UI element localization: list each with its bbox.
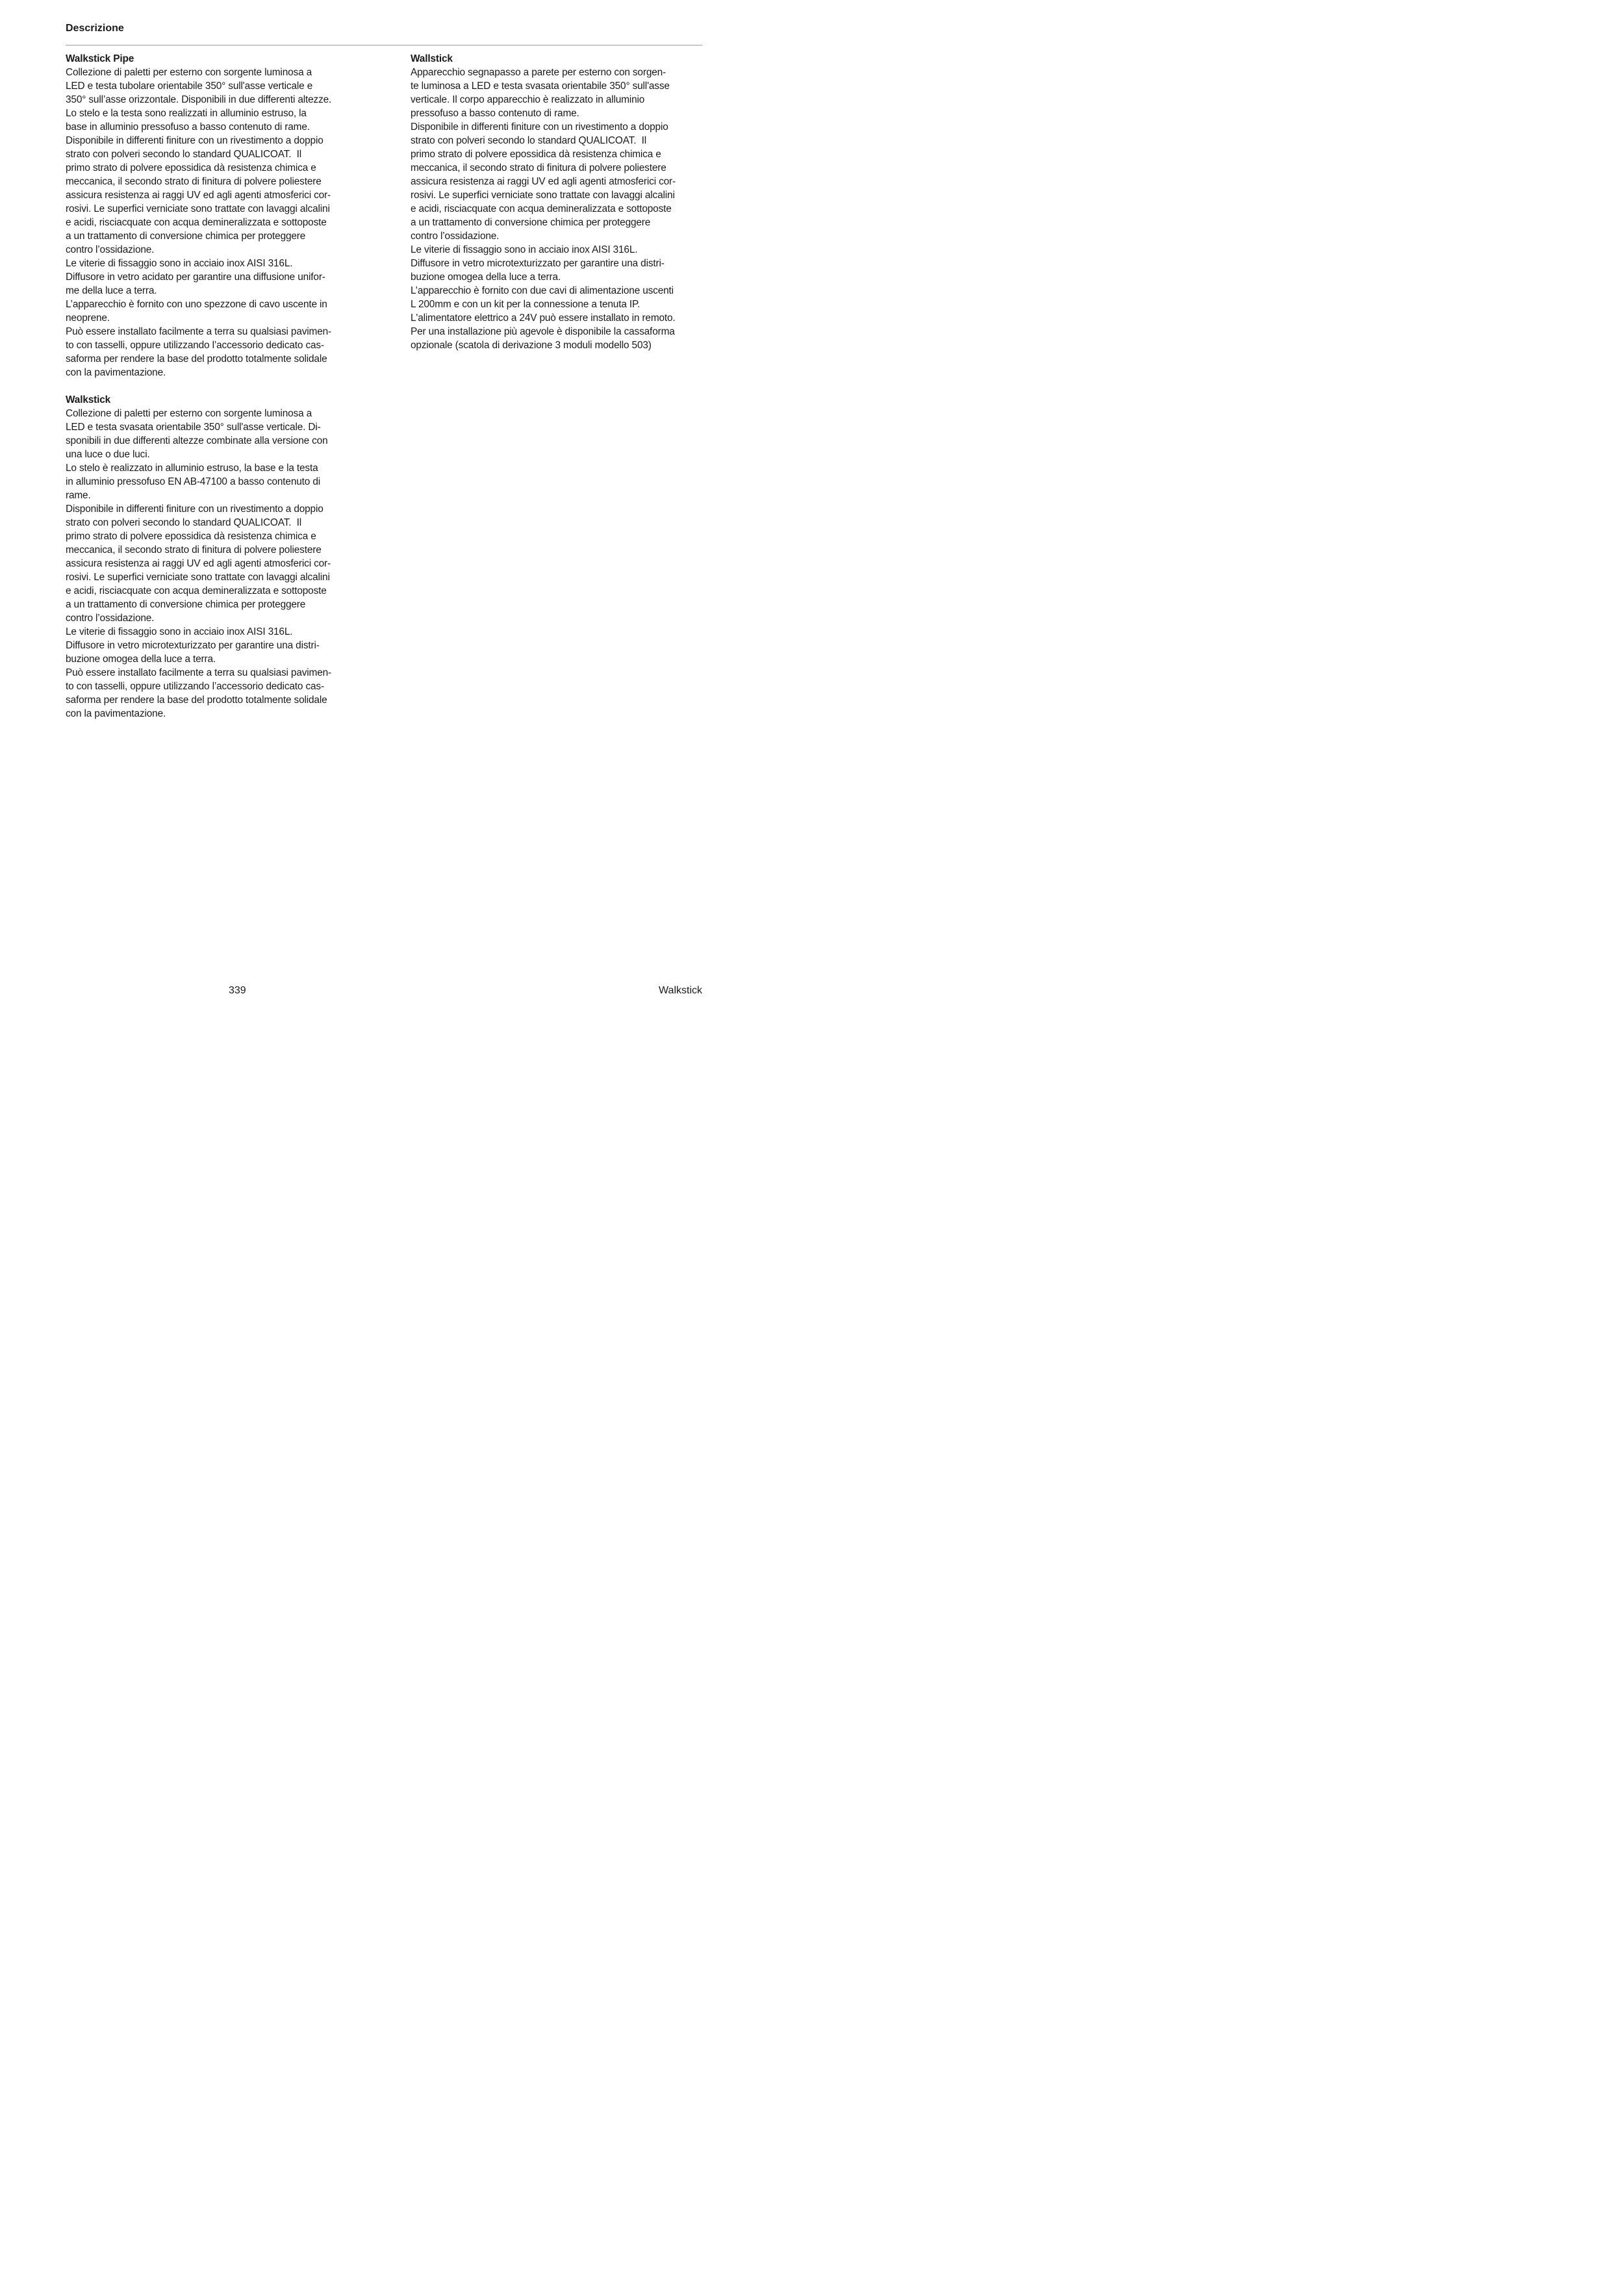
- body-line: in alluminio pressofuso EN AB-47100 a basso contenuto di: [66, 476, 321, 487]
- body-line: 350° sull’asse orizzontale. Disponibili in due differenti altezze.: [66, 94, 332, 105]
- body-line: strato con polveri secondo lo standard QUALICOAT. Il: [66, 517, 302, 528]
- body-line: assicura resistenza ai raggi UV ed agli agenti atmosferici cor-: [66, 558, 331, 569]
- body-line: LED e testa svasata orientabile 350° sull'asse verticale. Di-: [66, 422, 321, 433]
- body-line: saforma per rendere la base del prodotto totalmente solidale: [66, 353, 327, 364]
- body-line: contro l’ossidazione.: [411, 231, 500, 242]
- footer-section-title: Walkstick: [659, 985, 702, 996]
- body-line: Le viterie di fissaggio sono in acciaio inox AISI 316L.: [66, 626, 293, 637]
- body-line: Lo stelo e la testa sono realizzati in alluminio estruso, la: [66, 108, 307, 119]
- body-line: a un trattamento di conversione chimica per proteggere: [411, 217, 651, 228]
- body-line: e acidi, risciacquate con acqua demineralizzata e sottoposte: [66, 585, 327, 596]
- body-line: L'alimentatore elettrico a 24V può essere installato in remoto.: [411, 313, 676, 324]
- body-line: e acidi, risciacquate con acqua demineralizzata e sottoposte: [66, 217, 327, 228]
- body-line: pressofuso a basso contenuto di rame.: [411, 108, 579, 119]
- section-body: [66, 407, 359, 721]
- body-line: buzione omogea della luce a terra.: [66, 654, 216, 665]
- body-line: Lo stelo è realizzato in alluminio estruso, la base e la testa: [66, 463, 318, 474]
- body-line: contro l’ossidazione.: [66, 613, 155, 624]
- body-line: una luce o due luci.: [66, 449, 150, 460]
- body-line: primo strato di polvere epossidica dà resistenza chimica e: [411, 149, 661, 160]
- body-line: Collezione di paletti per esterno con sorgente luminosa a: [66, 67, 312, 78]
- body-line: meccanica, il secondo strato di finitura di polvere poliestere: [411, 162, 666, 173]
- body-line: e acidi, risciacquate con acqua demineralizzata e sottoposte: [411, 203, 672, 214]
- body-line: primo strato di polvere epossidica dà resistenza chimica e: [66, 162, 316, 173]
- section-walkstick: [66, 393, 359, 721]
- body-line: base in alluminio pressofuso a basso contenuto di rame.: [66, 121, 310, 133]
- body-line: assicura resistenza ai raggi UV ed agli agenti atmosferici cor-: [411, 176, 676, 187]
- body-line: contro l’ossidazione.: [66, 244, 155, 255]
- body-line: Può essere installato facilmente a terra su qualsiasi pavimen-: [66, 667, 332, 678]
- body-line: meccanica, il secondo strato di finitura di polvere poliestere: [66, 544, 322, 556]
- body-line: L 200mm e con un kit per la connessione a tenuta IP.: [411, 299, 641, 310]
- body-line: Apparecchio segnapasso a parete per esterno con sorgen-: [411, 67, 666, 78]
- body-line: Diffusore in vetro acidato per garantire una diffusione unifor-: [66, 272, 325, 283]
- body-line: saforma per rendere la base del prodotto totalmente solidale: [66, 695, 327, 706]
- page-number: 339: [229, 985, 246, 996]
- section-title: Walkstick: [66, 394, 111, 405]
- body-line: opzionale (scatola di derivazione 3 moduli modello 503): [411, 340, 652, 351]
- body-line: L’apparecchio è fornito con uno spezzone di cavo uscente in: [66, 299, 327, 310]
- body-line: Per una installazione più agevole è disponibile la cassaforma: [411, 326, 675, 337]
- body-line: Le viterie di fissaggio sono in acciaio inox AISI 316L.: [411, 244, 638, 255]
- body-line: rosivi. Le superfici verniciate sono trattate con lavaggi alcalini: [66, 572, 330, 583]
- body-line: me della luce a terra.: [66, 285, 157, 296]
- body-line: con la pavimentazione.: [66, 708, 166, 719]
- section-title: Wallstick: [411, 53, 453, 64]
- body-line: Può essere installato facilmente a terra su qualsiasi pavimen-: [66, 326, 332, 337]
- section-title: Walkstick Pipe: [66, 53, 134, 64]
- body-line: Disponibile in differenti finiture con un rivestimento a doppio: [66, 135, 324, 146]
- body-line: Collezione di paletti per esterno con sorgente luminosa a: [66, 408, 312, 419]
- body-line: Diffusore in vetro microtexturizzato per garantire una distri-: [66, 640, 320, 651]
- left-column: [66, 52, 359, 721]
- body-line: to con tasselli, oppure utilizzando l’accessorio dedicato cas-: [66, 681, 324, 692]
- body-line: sponibili in due differenti altezze combinate alla versione con: [66, 435, 328, 446]
- body-line: a un trattamento di conversione chimica per proteggere: [66, 599, 306, 610]
- body-line: Disponibile in differenti finiture con un rivestimento a doppio: [411, 121, 668, 133]
- section-wallstick: [411, 52, 704, 352]
- section-walkstick-pipe: [66, 52, 359, 379]
- body-line: con la pavimentazione.: [66, 367, 166, 378]
- body-line: assicura resistenza ai raggi UV ed agli agenti atmosferici cor-: [66, 190, 331, 201]
- body-line: to con tasselli, oppure utilizzando l’accessorio dedicato cas-: [66, 340, 324, 351]
- body-line: te luminosa a LED e testa svasata orientabile 350° sull'asse: [411, 81, 670, 92]
- section-body: [411, 66, 704, 352]
- body-line: verticale. Il corpo apparecchio è realizzato in alluminio: [411, 94, 645, 105]
- section-body: [66, 66, 359, 379]
- body-line: LED e testa tubolare orientabile 350° sull'asse verticale e: [66, 81, 313, 92]
- body-line: Le viterie di fissaggio sono in acciaio inox AISI 316L.: [66, 258, 293, 269]
- right-column: [411, 52, 704, 352]
- body-line: primo strato di polvere epossidica dà resistenza chimica e: [66, 531, 316, 542]
- body-line: strato con polveri secondo lo standard QUALICOAT. Il: [411, 135, 647, 146]
- body-line: strato con polveri secondo lo standard QUALICOAT. Il: [66, 149, 302, 160]
- body-line: L’apparecchio è fornito con due cavi di alimentazione uscenti: [411, 285, 674, 296]
- body-line: a un trattamento di conversione chimica per proteggere: [66, 231, 306, 242]
- body-line: rame.: [66, 490, 91, 501]
- body-line: rosivi. Le superfici verniciate sono trattate con lavaggi alcalini: [411, 190, 675, 201]
- body-line: buzione omogea della luce a terra.: [411, 272, 561, 283]
- body-line: rosivi. Le superfici verniciate sono trattate con lavaggi alcalini: [66, 203, 330, 214]
- body-line: Diffusore in vetro microtexturizzato per garantire una distri-: [411, 258, 665, 269]
- body-line: meccanica, il secondo strato di finitura di polvere poliestere: [66, 176, 322, 187]
- body-line: neoprene.: [66, 313, 110, 324]
- body-line: Disponibile in differenti finiture con un rivestimento a doppio: [66, 504, 324, 515]
- page-title: Descrizione: [66, 23, 124, 34]
